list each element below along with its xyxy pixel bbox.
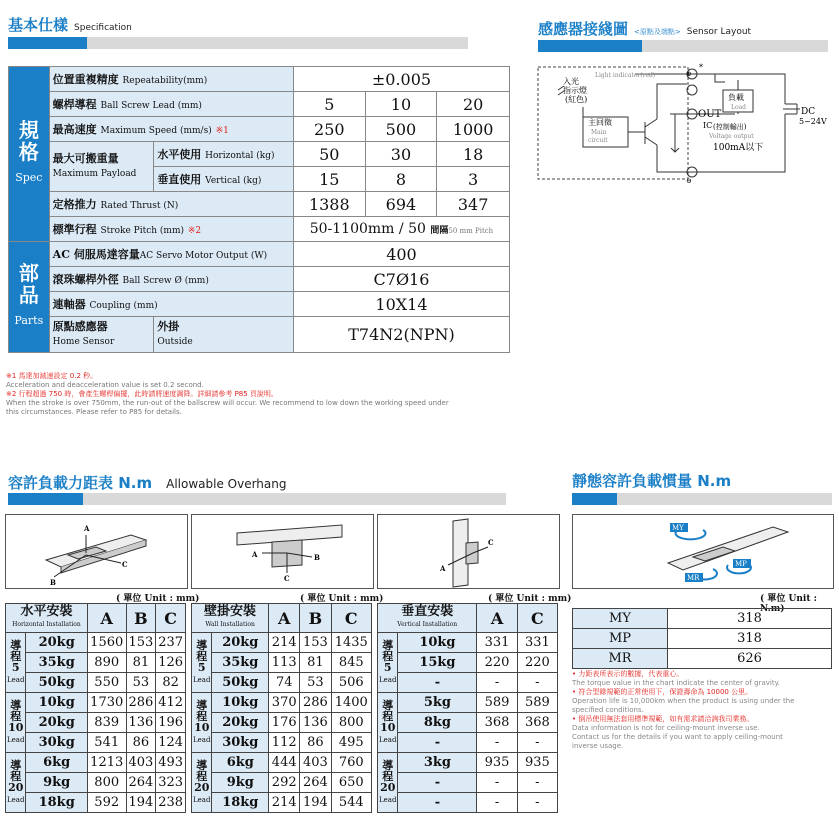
svg-text:指示燈: 指示燈 (563, 86, 587, 95)
wall-overhang-table: 壁掛安裝 Wall Installation A B C 導程 5 Lead 20kg 214 153 1435 35kg 113 81 845 50kg 74 53 506 導程 10 Lead 10kg 370 286 1400 20kg 176 136 800 30kg 112 86 495 導程 20 Lead 6kg 444 403 760 9kg 292 264 650 18kg 214 194 544 (191, 603, 372, 813)
spec-notes: ※1 馬達加減速設定 0.2 秒。 Acceleration and deacceleration value is set 0.2 second. ※2 行程超過 750 時，會產生螺桿偏擺，此時請將速度調降。詳細請參考 P85 頁說明。 When the stroke is over 750mm, the run-out of the ballscrew will occur. We recommend to low down the working speed under this circumstances. Please refer to P85 for details. (6, 372, 449, 416)
note-line: Contact us for the details if you want to apply ceiling-mount (572, 733, 783, 741)
load-cell: 5kg (398, 693, 477, 713)
lead-label: 導程 5 Lead (6, 633, 26, 693)
svg-text:circuit: circuit (588, 137, 608, 144)
value-cell: 323 (156, 773, 186, 793)
load-cell: 18kg (26, 793, 87, 813)
table-row (192, 753, 372, 773)
value-cell: 214 (269, 633, 300, 653)
svg-text:B: B (50, 578, 56, 587)
svg-text:Light indicator(red): Light indicator(red) (595, 72, 656, 79)
svg-text:(控制輸出): (控制輸出) (713, 123, 747, 131)
svg-text:入光: 入光 (563, 77, 579, 86)
value-cell: 550 (87, 673, 126, 693)
svg-text:100mA以下: 100mA以下 (713, 143, 764, 153)
spec-row-payload-vertical: 垂直使用 Vertical (kg) 15 8 3 (9, 167, 510, 192)
table-row (192, 633, 372, 653)
value-cell: 368 (517, 713, 557, 733)
svg-text:⊕: ⊕ (686, 70, 692, 78)
value-cell: 1435 (331, 633, 372, 653)
lead-label: 導程 20 Lead (378, 753, 398, 813)
spec-heading: 基本仕樣 Specification (8, 16, 132, 34)
note-line: • 符合型錄規範的正常使用下，保證壽命為 10000 公里。 (572, 688, 753, 696)
value-cell: 81 (300, 653, 331, 673)
note-line: inverse usage. (572, 742, 624, 750)
lead-label: 導程 20 Lead (192, 753, 212, 813)
value-cell: 220 (477, 653, 517, 673)
value-cell: - (517, 793, 557, 813)
lead-label: 導程 20 Lead (6, 753, 26, 813)
table-row (192, 673, 372, 693)
value-cell: 444 (269, 753, 300, 773)
moment-heading-bar (572, 493, 832, 505)
svg-text:B: B (314, 553, 320, 562)
overhang-heading: 容許負載力距表 N.m Allowable Overhang (8, 474, 287, 492)
spec-row-coupling: 連軸器 Coupling (mm) 10X14 (9, 292, 510, 317)
value-cell: 194 (126, 793, 156, 813)
value-cell: 1400 (331, 693, 372, 713)
value-cell: 800 (331, 713, 372, 733)
sensor-heading: 感應器接綫圖 <原點及端點> Sensor Layout (538, 20, 752, 38)
svg-text:*: * (699, 63, 703, 72)
value-cell: 214 (269, 793, 300, 813)
table-row (192, 793, 372, 813)
table-row (192, 693, 372, 713)
value-cell: - (517, 773, 557, 793)
value-cell: 196 (156, 713, 186, 733)
table-row (378, 793, 558, 813)
svg-text:主回徵: 主回徵 (588, 118, 612, 127)
overhang-unit-3: ( 單位 Unit : mm) (488, 594, 572, 604)
value-cell: 506 (331, 673, 372, 693)
value-cell: 1213 (87, 753, 126, 773)
value-cell: 86 (300, 733, 331, 753)
value-cell: 136 (300, 713, 331, 733)
load-cell: 30kg (212, 733, 269, 753)
svg-text:MR: MR (687, 574, 700, 582)
spec-row-repeatability: 規格 Spec 位置重複精度 Repeatability(mm) ±0.005 (9, 67, 510, 92)
table-row (6, 673, 186, 693)
svg-text:(紅色): (紅色) (565, 95, 588, 104)
value-cell: 112 (269, 733, 300, 753)
svg-text:Load: Load (731, 104, 747, 111)
table-row (6, 793, 186, 813)
table-row (6, 753, 186, 773)
svg-text:MY: MY (672, 524, 684, 532)
moment-heading: 靜態容許負載慣量 N.m (572, 472, 732, 490)
value-cell: 126 (156, 653, 186, 673)
value-cell: 403 (126, 753, 156, 773)
value-cell: 113 (269, 653, 300, 673)
moment-diagram (572, 514, 834, 589)
value-cell: 331 (477, 633, 517, 653)
value-cell: 589 (477, 693, 517, 713)
load-cell: 3kg (398, 753, 477, 773)
table-row (6, 693, 186, 713)
load-cell: - (398, 793, 477, 813)
spec-table (8, 66, 510, 353)
load-cell: 8kg (398, 713, 477, 733)
value-cell: - (517, 673, 557, 693)
load-cell: 6kg (212, 753, 269, 773)
load-cell: 50kg (212, 673, 269, 693)
lead-label: 導程 10 Lead (192, 693, 212, 753)
table-row (192, 713, 372, 733)
overhang-heading-bar (8, 493, 506, 505)
overhang-unit-1: ( 單位 Unit : mm) (116, 594, 200, 604)
svg-text:C: C (488, 538, 494, 547)
value-cell: 86 (126, 733, 156, 753)
svg-text:A: A (84, 524, 90, 533)
table-row (6, 713, 186, 733)
svg-text:負載: 負載 (728, 93, 744, 102)
value-cell: 760 (331, 753, 372, 773)
table-row (6, 633, 186, 653)
value-cell: 495 (331, 733, 372, 753)
load-cell: - (398, 733, 477, 753)
spec-row-lead: 螺桿導程 Ball Screw Lead (mm) 5 10 20 (9, 92, 510, 117)
value-cell: 589 (517, 693, 557, 713)
load-cell: 9kg (26, 773, 87, 793)
load-cell: 30kg (26, 733, 87, 753)
value-cell: - (477, 793, 517, 813)
lead-label: 導程 5 Lead (192, 633, 212, 693)
table-row (192, 653, 372, 673)
value-cell: 800 (87, 773, 126, 793)
value-cell: 403 (300, 753, 331, 773)
value-cell: - (477, 673, 517, 693)
value-cell: 264 (300, 773, 331, 793)
value-cell: 370 (269, 693, 300, 713)
lead-label: 導程 5 Lead (378, 633, 398, 693)
spec-group-label: 規格 Spec (9, 67, 50, 242)
spec-row-speed: 最高速度 Maximum Speed (mm/s) ※1 250 500 1000 (9, 117, 510, 142)
spec-row-diameter: 滾珠螺桿外徑 Ball Screw Ø (mm) C7Ø16 (9, 267, 510, 292)
vertical-install-diagram (377, 514, 560, 589)
table-row (378, 633, 558, 653)
svg-text:C: C (284, 574, 290, 583)
value-cell: 839 (87, 713, 126, 733)
value-cell: 592 (87, 793, 126, 813)
note-line: The torque value in the chart indicate the center of gravity. (572, 679, 780, 687)
value-cell: 541 (87, 733, 126, 753)
value-cell: 890 (87, 653, 126, 673)
table-row (378, 693, 558, 713)
load-cell: - (398, 773, 477, 793)
load-cell: 20kg (26, 633, 87, 653)
svg-text:DC: DC (801, 107, 816, 117)
overhang-unit-2: ( 單位 Unit : mm) (300, 594, 384, 604)
value-cell: 493 (156, 753, 186, 773)
note-line: specified conditions. (572, 706, 644, 714)
table-row (6, 733, 186, 753)
vertical-overhang-table: 垂直安裝 Vertical Installation A C 導程 5 Lead 10kg 331 331 15kg 220 220 - - - 導程 10 Lead 5kg 589 589 8kg 368 368 - - - 導程 20 Lead 3kg 935 935 - - - - - - (377, 603, 558, 813)
value-cell: 220 (517, 653, 557, 673)
load-cell: 20kg (26, 713, 87, 733)
load-cell: 18kg (212, 793, 269, 813)
load-cell: 10kg (26, 693, 87, 713)
horizontal-install-diagram (5, 514, 188, 589)
value-cell: 650 (331, 773, 372, 793)
load-cell: 9kg (212, 773, 269, 793)
horizontal-overhang-table: 水平安裝 Horizontal Installation A B C 導程 5 Lead 20kg 1560 153 237 35kg 890 81 126 50kg 550 53 82 導程 10 Lead 10kg 1730 286 412 20kg 839 136 196 30kg 541 86 124 導程 20 Lead 6kg 1213 403 493 9kg 800 264 323 18kg 592 194 238 (5, 603, 186, 813)
table-row (378, 733, 558, 753)
note-line: Data information is not for ceiling-mount inverse use. (572, 724, 760, 732)
spec-row-sensor: 原點感應器 Home Sensor 外掛 Outside T74N2(NPN) (9, 317, 510, 353)
value-cell: 153 (300, 633, 331, 653)
moment-unit: ( 單位 Unit : N.m) (760, 594, 817, 614)
load-cell: 6kg (26, 753, 87, 773)
table-row (378, 713, 558, 733)
sensor-heading-bar (538, 40, 828, 52)
table-row (192, 733, 372, 753)
value-cell: 544 (331, 793, 372, 813)
svg-text:C: C (122, 560, 128, 569)
note-line: Operation life is 10,000km when the product is using under the (572, 697, 795, 705)
load-cell: 15kg (398, 653, 477, 673)
load-cell: 35kg (26, 653, 87, 673)
wall-install-diagram (191, 514, 374, 589)
svg-text:⊖: ⊖ (686, 177, 692, 185)
value-cell: 1730 (87, 693, 126, 713)
moment-table: MY 318 MP 318 MR 626 (572, 608, 832, 669)
svg-text:A: A (252, 550, 258, 559)
sensor-wiring-diagram (535, 62, 835, 187)
note-line: • 力距表所表示的數據，代表重心。 (572, 670, 684, 678)
value-cell: 286 (300, 693, 331, 713)
value-cell: 237 (156, 633, 186, 653)
spec-row-stroke: 標準行程 Stroke Pitch (mm) ※2 50-1100mm / 50 間隔50 mm Pitch (9, 217, 510, 242)
load-cell: 50kg (26, 673, 87, 693)
load-cell: 10kg (398, 633, 477, 653)
value-cell: 194 (300, 793, 331, 813)
svg-text:5~24V: 5~24V (799, 117, 827, 126)
value-cell: 1560 (87, 633, 126, 653)
value-cell: 238 (156, 793, 186, 813)
value-cell: 412 (156, 693, 186, 713)
load-cell: 20kg (212, 633, 269, 653)
value-cell: 81 (126, 653, 156, 673)
value-cell: 74 (269, 673, 300, 693)
parts-group-label: 部品 Parts (9, 242, 50, 353)
value-cell: 53 (126, 673, 156, 693)
table-row (192, 773, 372, 793)
value-cell: - (477, 773, 517, 793)
value-cell: 176 (269, 713, 300, 733)
svg-text:Voltage output: Voltage output (709, 133, 754, 140)
spec-row-motor: 部品 Parts AC 伺服馬達容量AC Servo Motor Output (W) 400 (9, 242, 510, 267)
value-cell: 153 (126, 633, 156, 653)
value-cell: 845 (331, 653, 372, 673)
value-cell: 53 (300, 673, 331, 693)
table-row (378, 753, 558, 773)
svg-text:A: A (440, 564, 446, 573)
value-cell: 292 (269, 773, 300, 793)
svg-text:OUT: OUT (698, 109, 722, 120)
lead-label: 導程 10 Lead (6, 693, 26, 753)
value-cell: 368 (477, 713, 517, 733)
load-cell: 35kg (212, 653, 269, 673)
spec-heading-bar (8, 37, 468, 49)
value-cell: 331 (517, 633, 557, 653)
spec-row-thrust: 定格推力 Rated Thrust (N) 1388 694 347 (9, 192, 510, 217)
spec-row-payload-horizontal: 最大可搬重量 Maximum Payload 水平使用 Horizontal (kg) 50 30 18 (9, 142, 510, 167)
value-cell: 136 (126, 713, 156, 733)
value-cell: 124 (156, 733, 186, 753)
table-row (6, 773, 186, 793)
value-cell: 264 (126, 773, 156, 793)
load-cell: 20kg (212, 713, 269, 733)
svg-text:IC: IC (703, 121, 713, 130)
value-cell: - (477, 733, 517, 753)
svg-text:MP: MP (735, 560, 747, 568)
value-cell: 82 (156, 673, 186, 693)
table-row (6, 653, 186, 673)
value-cell: 286 (126, 693, 156, 713)
load-cell: 10kg (212, 693, 269, 713)
lead-label: 導程 10 Lead (378, 693, 398, 753)
table-row (378, 673, 558, 693)
moment-notes (572, 670, 807, 751)
table-row (378, 773, 558, 793)
value-cell: 935 (477, 753, 517, 773)
load-cell: - (398, 673, 477, 693)
value-cell: - (517, 733, 557, 753)
table-row (378, 653, 558, 673)
note-line: • 倒吊使用無法套用標準規範，如有需求請洽詢我司業務。 (572, 715, 754, 723)
svg-text:Main: Main (591, 129, 607, 136)
value-cell: 935 (517, 753, 557, 773)
